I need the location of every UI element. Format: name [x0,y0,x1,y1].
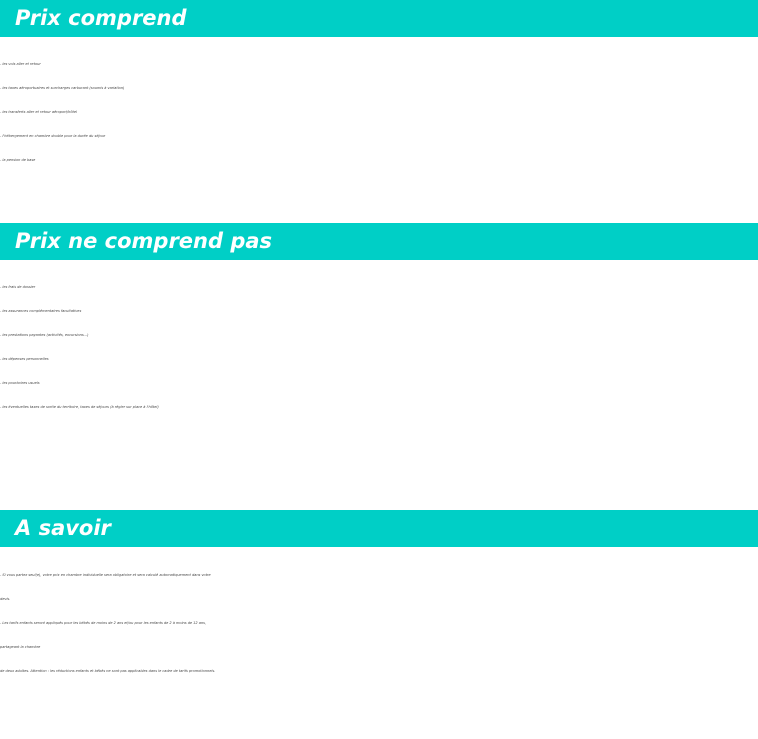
paragraph-line: - Si vous partez seul(e), votre prix en chambre individuelle sera obligatoire et sera calculé automatiquement dans votre [0,573,211,577]
included-section-header [0,0,758,37]
paragraph-line: devis. [0,597,11,601]
list-item: - les dépenses personnelles [0,357,49,361]
list-item: - l'hébergement en chambre double pour la durée du séjour [0,134,106,138]
list-item: - les éventuelles taxes de sortie du territoire, taxes de séjours (à régler sur place à l'hôtel) [0,405,159,409]
not-included-section-header [0,223,758,260]
included-list [0,52,758,172]
to-know-section-title: A savoir [15,516,111,540]
list-item: - les frais de dossier [0,285,36,289]
list-item: - les transferts aller et retour aéroport/hôtel [0,110,77,114]
paragraph-line: partageant la chambre [0,645,41,649]
list-item: - la pension de base [0,158,36,162]
list-item: - les vols aller et retour [0,62,41,66]
not-included-section-title: Prix ne comprend pas [15,229,273,253]
list-item: - les assurances complémentaires facultatives [0,309,82,313]
to-know-section-header [0,510,758,547]
to-know-paragraph [0,563,758,683]
included-section-title: Prix comprend [15,6,187,30]
not-included-list [0,275,758,419]
paragraph-line: - Les tarifs enfants seront appliqués pour les bébés de moins de 2 ans et/ou pour les enfants de 2 à moins de 12 ans, [0,621,207,625]
list-item: - les prestations payantes (activités, excursions…) [0,333,89,337]
list-item: - les pourboires usuels [0,381,40,385]
list-item: - les taxes aéroportuaires et surcharges carburant (soumis à variation) [0,86,125,90]
paragraph-line: de deux adultes. Attention : les réductions enfants et bébés ne sont pas applicables dans le cadre de tarifs promotionnels. [0,669,216,673]
